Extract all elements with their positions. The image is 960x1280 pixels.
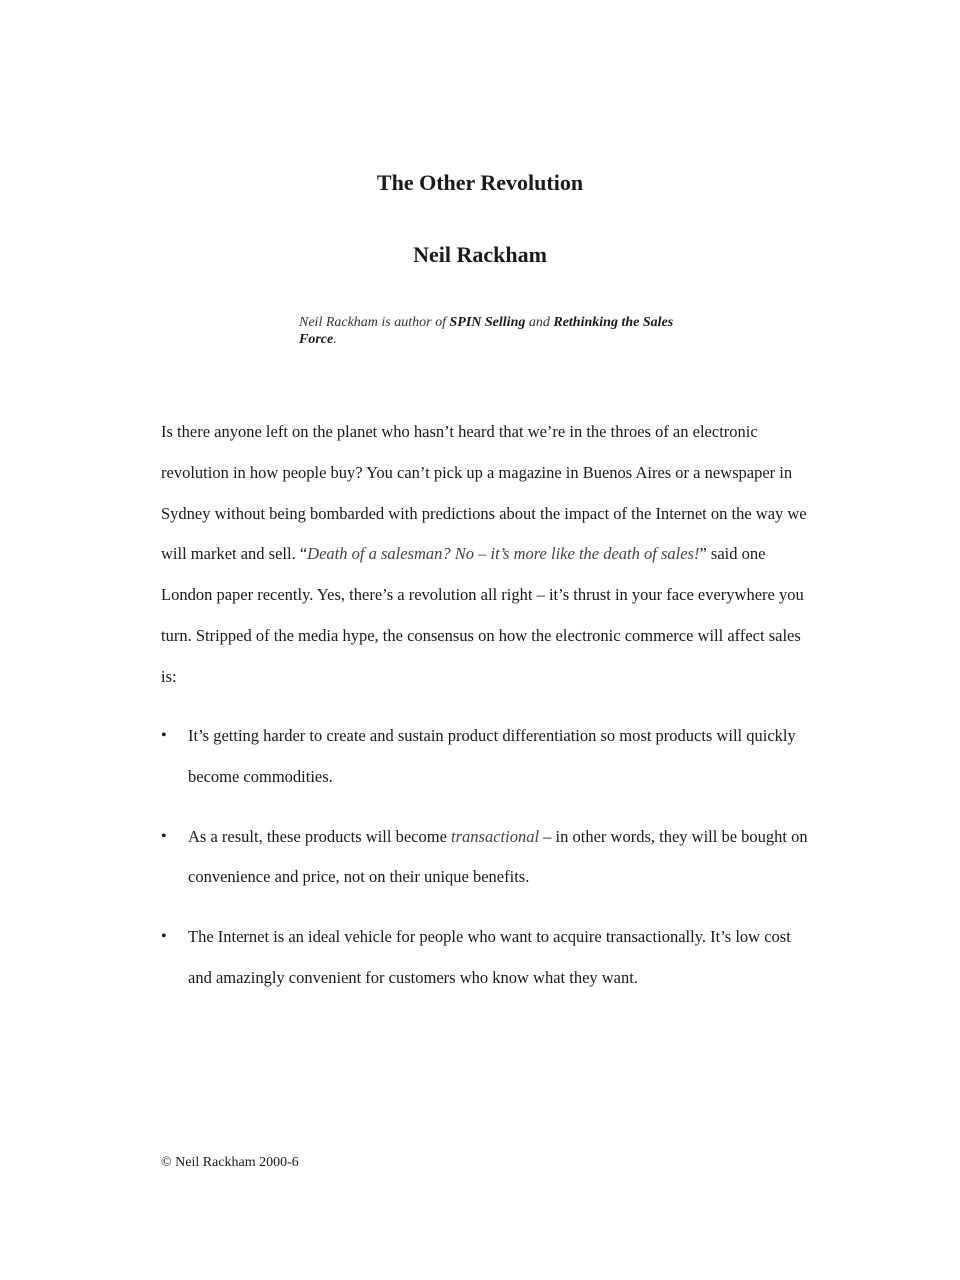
bullet-text: It’s getting harder to create and sustain product differentiation so most products will quickly become commodities. bbox=[188, 726, 796, 786]
document-title: The Other Revolution bbox=[376, 170, 584, 195]
byline-prefix: Neil Rackham is author of bbox=[299, 315, 450, 330]
byline-book-spin-selling: SPIN Selling bbox=[449, 315, 526, 330]
intro-quote: Death of a salesman? No – it’s more like the death of sales! bbox=[307, 544, 700, 564]
bullet-item bbox=[161, 716, 811, 798]
bullet-list bbox=[161, 716, 811, 1018]
copyright-footer: © Neil Rackham 2000-6 bbox=[161, 1155, 299, 1170]
bullet-emphasis: transactional bbox=[451, 826, 540, 846]
byline-suffix: . bbox=[333, 332, 337, 347]
bullet-marker: • bbox=[161, 928, 167, 946]
intro-paragraph bbox=[161, 412, 811, 698]
bullet-item bbox=[161, 817, 811, 899]
document-author: Neil Rackham bbox=[413, 242, 547, 267]
bullet-item bbox=[161, 917, 811, 999]
bullet-text-after: – in other words, they will be bought on convenience and price, not on their unique benefits. bbox=[188, 826, 808, 887]
bullet-text: The Internet is an ideal vehicle for people who want to acquire transactionally. It’s low cost and amazingly convenient for customers who know what they want. bbox=[188, 927, 791, 987]
bullet-marker: • bbox=[161, 827, 167, 845]
bullet-text-before: As a result, these products will become bbox=[188, 826, 452, 846]
byline-book-rethinking: Rethinking the Sales Force bbox=[299, 315, 674, 347]
intro-text-1: Is there anyone left on the planet who hasn’t heard that we’re in the throes of an electronic revolution in how people buy? You can’t pick up a magazine in Buenos Aires or a newspaper in Sydney without being bombarded with predictions about the impact of the Internet on the way we will market and sell. “ bbox=[161, 422, 807, 564]
byline-middle: and bbox=[525, 315, 554, 330]
bullet-marker: • bbox=[161, 727, 167, 744]
author-byline bbox=[299, 314, 679, 348]
intro-text-2: ” said one London paper recently. Yes, there’s a revolution all right – it’s thrust in your face everywhere you turn. Stripped of the media hype, the consensus on how the electronic commerce will affect sales is: bbox=[161, 544, 804, 686]
